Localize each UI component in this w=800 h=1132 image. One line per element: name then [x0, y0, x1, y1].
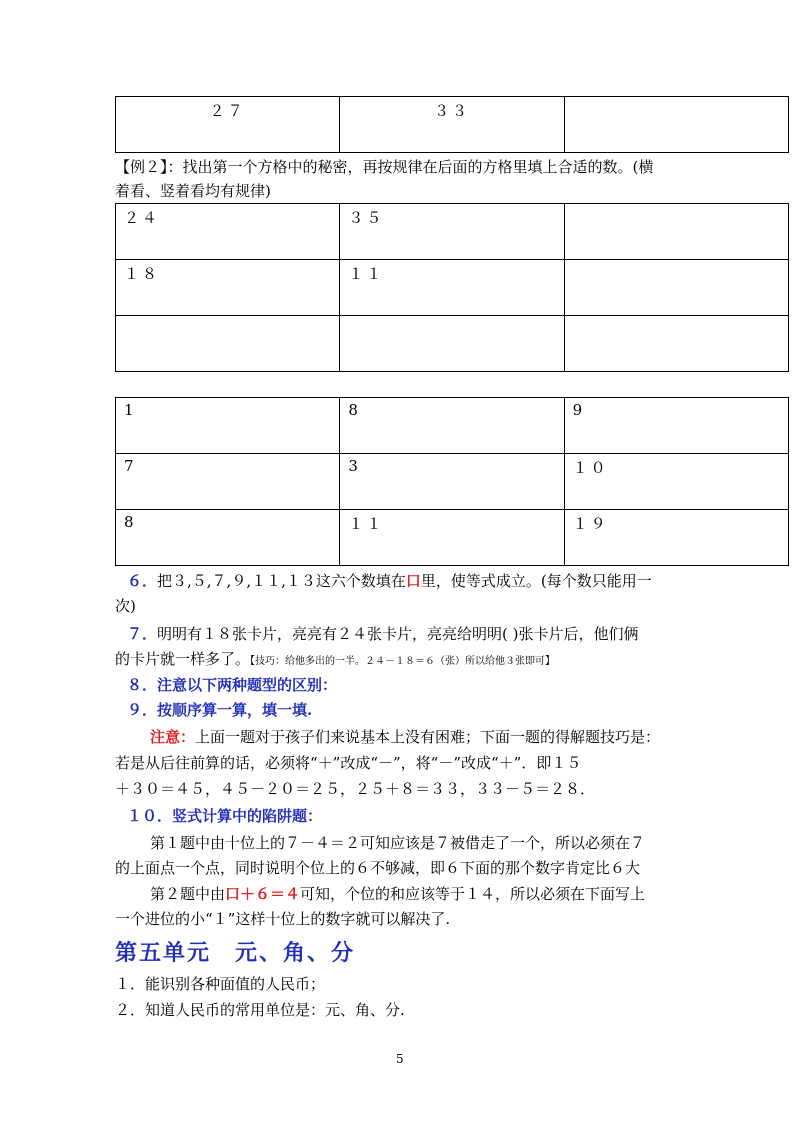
page-number: 5: [396, 1052, 404, 1066]
item10-p2-line1: [150, 884, 800, 904]
table-cell: [564, 204, 788, 260]
table-cell: ３５: [340, 204, 564, 260]
example2-line1: 【例２】：找出第一个方格中的秘密，再按规律在后面的方格里填上合适的数。(横: [115, 158, 654, 176]
item7-tip: 【技巧：给他多出的一半。２４－１８＝６（张）所以给他３张即可】: [250, 656, 556, 667]
item6-text: 里，使等式成立。(每个数只能用一: [420, 572, 652, 590]
item7-line1: [127, 624, 800, 644]
note-label: 注意：: [150, 728, 196, 746]
unit5-item: １．能识别各种面值的人民币；: [115, 975, 326, 993]
table-cell: 3: [340, 454, 564, 510]
item10-text: 第２题中由: [150, 885, 226, 903]
item10-p1-line2: 的上面点一个点，同时说明个位上的６不够减，即６下面的那个数字肯定比６大: [115, 859, 641, 877]
item6-number: ６．: [127, 572, 158, 590]
note-text: 上面一题对于孩子们来说基本上没有困难；下面一题的得解题技巧是：: [195, 728, 661, 746]
table-cell: [340, 316, 564, 372]
note-line1: [150, 727, 800, 747]
table-cell: １０: [564, 454, 788, 510]
table-cell: 8: [116, 510, 340, 566]
note-line2: 若是从后往前算的话，必须将“＋”改成“－”，将“－”改成“＋”．即１５: [115, 754, 582, 772]
item10-p2-line2: 一个进位的小“１”这样十位上的数字就可以解决了.: [115, 910, 451, 928]
table-cell: ２４: [116, 204, 340, 260]
table-cell: 9: [564, 398, 788, 454]
top-table: [115, 96, 789, 153]
unit5-item: ２．知道人民币的常用单位是：元、角、分.: [115, 1001, 405, 1019]
item7-text: 明明有１８张卡片，亮亮有２４张卡片，亮亮给明明( )张卡片后，他们俩: [157, 625, 639, 643]
item6-line2: 次): [115, 597, 136, 615]
number-grid-table: [115, 397, 789, 566]
table-cell: １１: [340, 510, 564, 566]
item6-line1: [127, 571, 800, 591]
table-cell: 7: [116, 454, 340, 510]
table-cell: [564, 260, 788, 316]
table-cell: １８: [116, 260, 340, 316]
item8-heading: ８．注意以下两种题型的区别：: [127, 676, 338, 694]
table-cell: １１: [340, 260, 564, 316]
item10-p1-line1: 第１题中由十位上的７－４＝２可知应该是７被借走了一个，所以必须在７: [150, 834, 646, 852]
table-cell: 8: [340, 398, 564, 454]
example2-line2: 着看、竖着看均有规律): [115, 182, 271, 200]
table-cell: １９: [564, 510, 788, 566]
table-cell: 1: [116, 398, 340, 454]
top-table-cell: [564, 97, 788, 153]
top-table-cell: ３３: [340, 97, 564, 153]
table-cell: [116, 316, 340, 372]
item10-heading: １０．竖式计算中的陷阱题：: [127, 807, 323, 825]
example2-table: [115, 203, 789, 372]
note-line3: ＋３０＝４５，４５－２０＝２５，２５＋８＝３３，３３－５＝２８．: [115, 780, 596, 798]
item7-number: ７．: [127, 625, 158, 643]
item7-text: 的卡片就一样多了。: [115, 650, 251, 668]
item6-text: 把３,５,７,９,１１,１３这六个数填在: [157, 572, 406, 590]
unit5-title: 第五单元 元、角、分: [115, 940, 356, 966]
item6-box: 口: [405, 572, 421, 590]
table-cell: [564, 316, 788, 372]
item10-text: 可知，个位的和应该等于１４，所以必须在下面写上: [300, 885, 646, 903]
top-table-cell: ２７: [116, 97, 340, 153]
item9-heading: ９．按顺序算一算，填一填.: [127, 701, 313, 719]
item10-equation: 口＋６＝４: [225, 885, 301, 903]
item7-line2: [115, 649, 795, 672]
